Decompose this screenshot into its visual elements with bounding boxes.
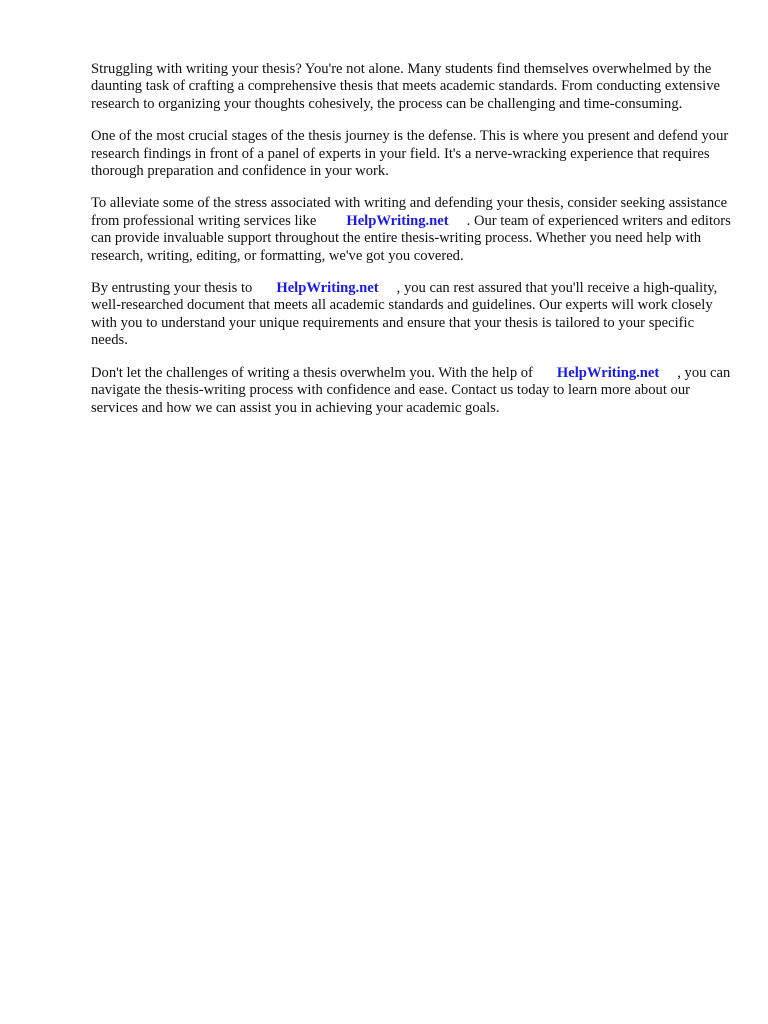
paragraph-assistance (91, 195, 731, 265)
paragraph-conclusion (91, 365, 731, 417)
paragraph-entrusting (91, 280, 731, 350)
paragraph-defense (91, 128, 731, 180)
helpwriting-link[interactable]: HelpWriting.net (346, 212, 449, 229)
paragraph-text: Struggling with writing your thesis? You're not alone. Many students find themselves overwhelmed by the daunting task of crafting a comprehensive thesis that meets academic standards. From conducting extensive research to organizing your thoughts cohesively, the process can be challenging and time-consuming. (91, 61, 720, 112)
paragraph-intro (91, 61, 731, 113)
helpwriting-link[interactable]: HelpWriting.net (276, 280, 379, 297)
paragraph-text-after-link: , you can rest assured that you'll receive a high-quality, well-researched document that meets all academic standards and guidelines. Our experts will work closely with you to understand your unique requirements and ensure that your thesis is tailored to your specific needs. (91, 280, 718, 349)
paragraph-text: One of the most crucial stages of the thesis journey is the defense. This is where you present and defend your research findings in front of a panel of experts in your field. It's a nerve-wracking experience that requires thorough preparation and confidence in your work. (91, 128, 729, 180)
paragraph-text-before-link: By entrusting your thesis to (91, 280, 253, 297)
paragraph-text-before-link: To alleviate some of the stress associated with writing and defending your thesis, consider seeking assistance from professional writing services like (91, 195, 728, 229)
paragraph-text-after-link: , you can navigate the thesis-writing process with confidence and ease. Contact us today to learn more about our services and how we can assist you in achieving your academic goals. (91, 364, 731, 416)
helpwriting-link[interactable]: HelpWriting.net (556, 364, 660, 381)
paragraph-text-after-link: . Our team of experienced writers and editors can provide invaluable support throughout the entire thesis-writing process. Whether you need help with research, writing, editing, or formatting, we've got you covered. (91, 212, 731, 264)
paragraph-text-before-link: Don't let the challenges of writing a thesis overwhelm you. With the help of (91, 364, 533, 381)
document-body (91, 61, 731, 432)
